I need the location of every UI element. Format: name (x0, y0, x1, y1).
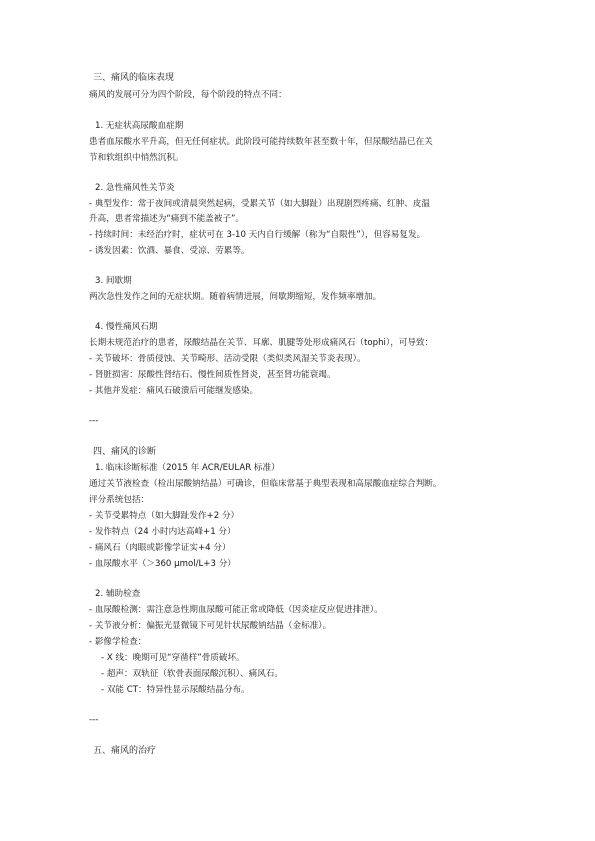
paragraph-line: 两次急性发作之间的无症状期。随着病情进展，间歇期缩短，发作频率增加。 (89, 292, 382, 302)
sub2-title: 2. 辅助检查 (95, 589, 141, 599)
paragraph-line: - 典型发作：常于夜间或清晨突然起病，受累关节（如大脚趾）出现剧烈疼痛、红肿、皮温 (89, 199, 430, 209)
stage4-title: 4. 慢性痛风石期 (95, 322, 158, 332)
stage1-title: 1. 无症状高尿酸血症期 (95, 121, 184, 131)
paragraph-line: - 关节液分析：偏振光显微镜下可见针状尿酸钠结晶（金标准）。 (89, 621, 332, 631)
divider: --- (89, 416, 99, 426)
paragraph-line: - 肾脏损害：尿酸性肾结石、慢性间质性肾炎，甚至肾功能衰竭。 (89, 370, 336, 380)
section4-title: 四、痛风的诊断 (93, 447, 157, 457)
sub1-title: 1. 临床诊断标准（2015 年 ACR/EULAR 标准） (95, 463, 280, 473)
indented-line: - 超声：双轨征（软骨表面尿酸沉积）、痛风石。 (101, 669, 284, 679)
paragraph-line: - 影像学检查： (89, 637, 147, 647)
section3-intro: 痛风的发展可分为四个阶段，每个阶段的特点不同： (89, 90, 287, 100)
paragraph-line: - 持续时间：未经治疗时，症状可在 3-10 天内自行缓解（称为“自限性”），但容易复发。 (89, 230, 426, 240)
indented-line: - 双能 CT：特异性显示尿酸结晶分布。 (101, 685, 250, 695)
section5-title: 五、痛风的治疗 (93, 746, 157, 756)
paragraph-line: 节和软组织中悄然沉积。 (89, 153, 184, 163)
paragraph-line: 评分系统包括： (89, 495, 150, 505)
paragraph-line: 患者血尿酸水平升高，但无任何症状。此阶段可能持续数年甚至数十年，但尿酸结晶已在关 (89, 137, 433, 147)
paragraph-line: - 关节破坏：骨质侵蚀、关节畸形、活动受限（类似类风湿关节炎表现）。 (89, 354, 366, 364)
paragraph-line: - 发作特点（24 小时内达高峰+1 分） (89, 527, 236, 537)
stage3-title: 3. 间歇期 (95, 276, 132, 286)
section3-title: 三、痛风的临床表现 (93, 73, 175, 83)
paragraph-line: - 血尿酸水平（＞360 μmol/L+3 分） (89, 559, 236, 569)
paragraph-line: - 痛风石（肉眼或影像学证实+4 分） (89, 543, 231, 553)
paragraph-line: - 血尿酸检测：需注意急性期血尿酸可能正常或降低（因炎症反应促进排泄）。 (89, 605, 383, 615)
paragraph-line: 升高，患者常描述为“痛到不能盖被子”。 (89, 214, 244, 224)
divider: --- (89, 715, 99, 725)
stage2-title: 2. 急性痛风性关节炎 (95, 183, 175, 193)
indented-line: - X 线：晚期可见“穿凿样”骨质破坏。 (101, 653, 245, 663)
paragraph-line: - 诱发因素：饮酒、暴食、受凉、劳累等。 (89, 246, 250, 256)
paragraph-line: 长期未规范治疗的患者，尿酸结晶在关节、耳廓、肌腱等处形成痛风石（tophi），可导致： (89, 338, 434, 348)
paragraph-line: - 关节受累特点（如大脚趾发作+2 分） (89, 511, 240, 521)
paragraph-line: - 其他并发症：痛风石破溃后可能继发感染。 (89, 386, 259, 396)
paragraph-line: 通过关节液检查（检出尿酸钠结晶）可确诊，但临床常基于典型表现和高尿酸血症综合判断。 (89, 479, 442, 489)
